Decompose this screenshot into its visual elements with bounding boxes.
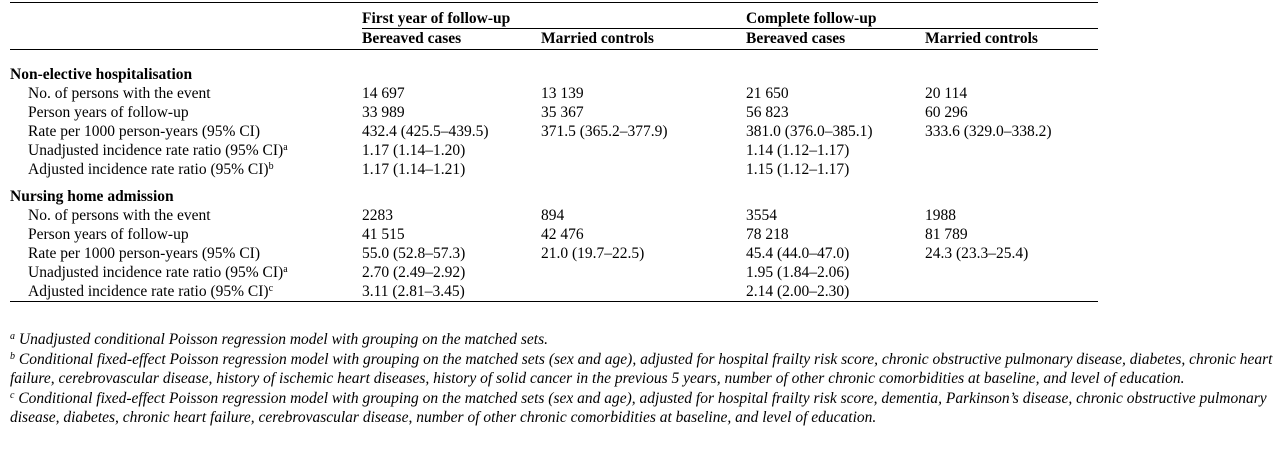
table-row [10,141,1098,160]
row-label-text: No. of persons with the event [28,85,211,102]
value-cell: 55.0 (52.8–57.3) [362,245,466,262]
value-cell [925,282,1098,302]
results-table-body [10,3,1098,302]
value-cell: 2.14 (2.00–2.30) [746,282,925,302]
value-cell: 13 139 [541,85,584,102]
footnote-text: Unadjusted conditional Poisson regression model with grouping on the matched sets. [18,331,548,348]
header-col-bereaved-complete: Bereaved cases [746,29,925,50]
value-cell: 1.95 (1.84–2.06) [746,264,850,281]
footnote-marker: a [283,264,288,275]
table-row [10,103,1098,122]
header-col-married-complete: Married controls [925,29,1098,50]
table-row [10,160,1098,179]
header-empty-cell [10,3,362,29]
row-label [10,103,362,122]
value-cell: 41 515 [362,226,405,243]
value-cell: 21 650 [746,85,789,102]
value-cell: 81 789 [925,226,968,243]
value-cell: 371.5 (365.2–377.9) [541,123,668,140]
value-cell [925,263,1098,282]
value-cell: 1.15 (1.12–1.17) [746,161,850,178]
header-col-bereaved-first-year: Bereaved cases [362,29,541,50]
header-group-complete: Complete follow-up [746,3,1098,29]
value-cell [541,282,746,302]
table-row [10,282,1098,302]
row-label-text: Adjusted incidence rate ratio (95% CI) [28,283,269,300]
table-row [10,122,1098,141]
value-cell: 42 476 [541,226,584,243]
value-cell: 1.14 (1.12–1.17) [746,142,850,159]
footnote [10,389,1278,428]
row-label [10,122,362,141]
value-cell: 21.0 (19.7–22.5) [541,245,645,262]
header-column-row [10,29,1098,50]
value-cell: 432.4 (425.5–439.5) [362,123,489,140]
row-label [10,160,362,179]
table-row [10,244,1098,263]
value-cell: 381.0 (376.0–385.1) [746,123,873,140]
row-label-text: Person years of follow-up [28,226,189,243]
value-cell: 35 367 [541,104,584,121]
row-label-text: Person years of follow-up [28,104,189,121]
value-cell: 2.70 (2.49–2.92) [362,264,466,281]
value-cell: 56 823 [746,104,789,121]
table-row [10,225,1098,244]
section-row [10,50,1098,85]
footnote-marker: a [283,142,288,153]
footnote-mark: b [10,350,15,362]
footnote [10,350,1278,389]
header-empty-cell [10,29,362,50]
row-label-text: Unadjusted incidence rate ratio (95% CI) [28,264,284,281]
footnotes [10,330,1278,428]
section-row [10,179,1098,206]
value-cell: 33 989 [362,104,405,121]
table-row [10,206,1098,225]
row-label [10,244,362,263]
row-label-text: Adjusted incidence rate ratio (95% CI) [28,161,269,178]
value-cell: 3.11 (2.81–3.45) [362,282,541,302]
value-cell: 333.6 (329.0–338.2) [925,123,1052,140]
row-label [10,282,362,302]
row-label-text: No. of persons with the event [28,207,211,224]
table-row [10,84,1098,103]
section-title: Nursing home admission [10,188,174,205]
row-label-text: Rate per 1000 person-years (95% CI) [28,123,260,140]
row-label [10,141,362,160]
header-group-first-year: First year of follow-up [362,3,746,29]
value-cell [541,141,746,160]
row-label [10,225,362,244]
value-cell: 3554 [746,207,778,224]
value-cell: 24.3 (23.3–25.4) [925,245,1029,262]
section-title: Non-elective hospitalisation [10,66,193,83]
footnote-mark: c [10,389,15,401]
footnote [10,330,1278,350]
value-cell: 60 296 [925,104,968,121]
value-cell: 2283 [362,207,393,224]
row-label-text: Rate per 1000 person-years (95% CI) [28,245,260,262]
footnote-marker: c [268,283,274,294]
table-row [10,263,1098,282]
value-cell: 20 114 [925,85,968,102]
row-label [10,263,362,282]
value-cell [925,141,1098,160]
value-cell [541,263,746,282]
value-cell: 1988 [925,207,957,224]
header-group-row [10,3,1098,29]
footnote-text: Conditional fixed-effect Poisson regression model with grouping on the matched sets (sex and age), adjusted for hospital frailty risk score, chronic obstructive pulmonary disease, diabetes, chronic heart failure, cerebrovascular disease, history of ischemic heart diseases, history of solid cancer in the previous 5 years, number of other chronic comorbidities at baseline, and level of education. [10,350,1273,388]
footnote-text: Conditional fixed-effect Poisson regression model with grouping on the matched sets (sex and age), adjusted for hospital frailty risk score, dementia, Parkinson’s disease, chronic obstructive pulmonary disease, diabetes, chronic heart failure, cerebrovascular disease, number of other chronic comorbidities at baseline, and level of education. [10,389,1267,427]
value-cell: 1.17 (1.14–1.20) [362,142,466,159]
value-cell: 894 [541,207,565,224]
value-cell: 1.17 (1.14–1.21) [362,161,466,178]
value-cell: 78 218 [746,226,789,243]
row-label [10,206,362,225]
row-label [10,84,362,103]
results-table [10,2,1098,302]
value-cell: 45.4 (44.0–47.0) [746,245,850,262]
value-cell [541,160,746,179]
footnote-marker: b [268,161,274,172]
value-cell [925,160,1098,179]
value-cell: 14 697 [362,85,405,102]
row-label-text: Unadjusted incidence rate ratio (95% CI) [28,142,284,159]
header-col-married-first-year: Married controls [541,29,746,50]
footnote-mark: a [10,331,15,342]
